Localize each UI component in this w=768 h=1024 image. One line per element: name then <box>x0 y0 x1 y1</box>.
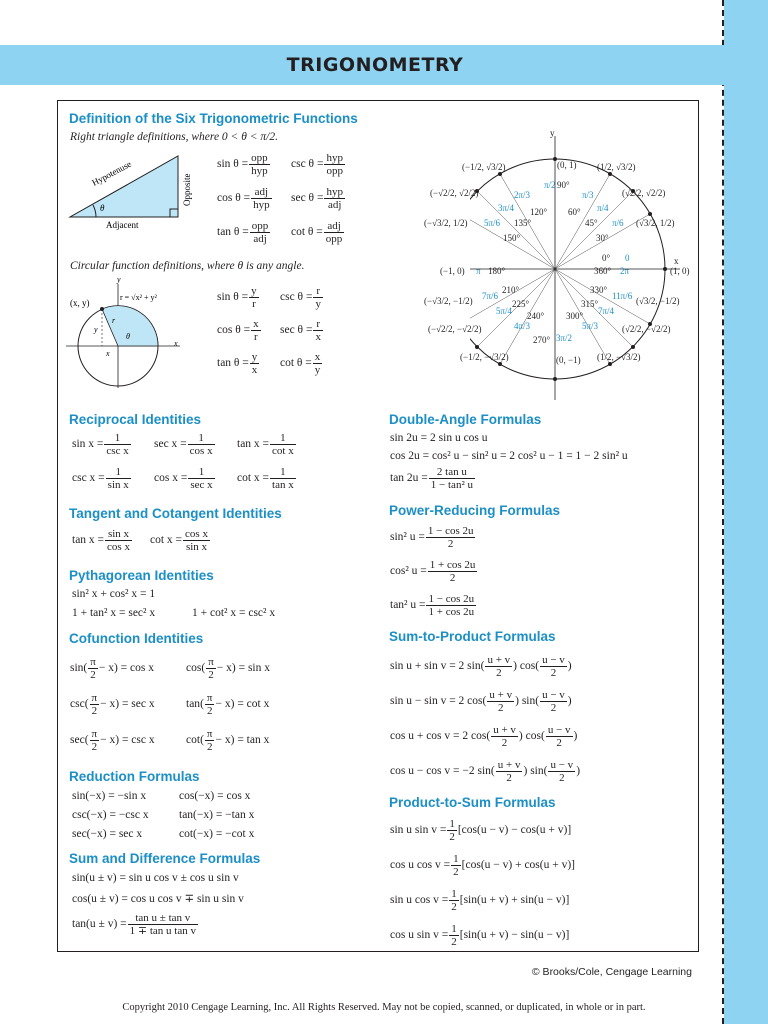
rad-120: 2π/3 <box>514 190 531 200</box>
deg-240: 240° <box>527 311 545 321</box>
coord-150: (−√3/2, 1/2) <box>424 218 468 228</box>
power-cos: cos² u = $\frac{1 + \cos 2u}{2}$ <box>390 559 476 584</box>
recip-tan: tan x = $\frac{1}{\text{cot x}}$ <box>237 432 294 457</box>
cofunc-cot: cot( $\frac{\pi}{2}$ − x) = tan x <box>186 728 270 753</box>
cot-identity: cot x = $\frac{\text{cos x}}{\text{sin x}}$ <box>150 528 208 553</box>
power-sin: sin² u = $\frac{1 - \cos 2u}{2}$ <box>390 525 474 550</box>
p2s-2: sin u cos v = $\frac{1}{2}$ [sin(u + v) + sin(u − v)] <box>390 888 570 913</box>
recip-cos: cos x = $\frac{1}{\text{sec x}}$ <box>154 466 213 491</box>
rad-210: 7π/6 <box>482 291 499 301</box>
deg-210: 210° <box>502 285 520 295</box>
pyth-line1: sin² x + cos² x = 1 <box>72 588 156 600</box>
deg-45: 45° <box>585 218 598 228</box>
reduction-left-0: sin(−x) = −sin x <box>72 790 147 802</box>
circle-figure <box>62 276 192 396</box>
coord-1-0: (1, 0) <box>670 266 690 276</box>
def-sin: sin θ = $\frac{\text{opp}}{\text{hyp}}$ <box>217 152 268 177</box>
def-csc: csc θ = $\frac{\text{hyp}}{\text{opp}}$ <box>291 152 343 177</box>
deg-120: 120° <box>530 207 548 217</box>
rad-300: 5π/3 <box>582 321 599 331</box>
sumdiff-line2: cos(u ± v) = cos u cos v ∓ sin u sin v <box>72 893 244 905</box>
deg-0: 0° <box>602 253 611 263</box>
rad-240: 4π/3 <box>514 321 531 331</box>
def-cos: cos θ = $\frac{\text{adj}}{\text{hyp}}$ <box>217 186 270 211</box>
coord-30: (√3/2, 1/2) <box>636 218 675 228</box>
cofunc-tan: tan( $\frac{\pi}{2}$ − x) = cot x <box>186 692 270 717</box>
recip-sin: sin x = $\frac{1}{\text{csc x}}$ <box>72 432 129 457</box>
unit-axis-x: x <box>674 256 679 266</box>
circ-cot: cot θ = $\frac{x}{y}$ <box>280 351 321 376</box>
section-heading-pythagorean: Pythagorean Identities <box>69 568 214 583</box>
section-heading-tangent: Tangent and Cotangent Identities <box>69 506 282 521</box>
reduction-right-0: cos(−x) = cos x <box>179 790 251 802</box>
tan-identity: tan x = $\frac{\text{sin x}}{\text{cos x}}$ <box>72 528 130 553</box>
reduction-left-1: csc(−x) = −csc x <box>72 809 149 821</box>
publisher-credit: © Brooks/Cole, Cengage Learning <box>531 966 692 978</box>
section-heading-sum-to-product: Sum-to-Product Formulas <box>389 629 556 644</box>
rad-225: 5π/4 <box>496 306 513 316</box>
rad-0: 0 <box>625 253 630 263</box>
recip-sec: sec x = $\frac{1}{\text{cos x}}$ <box>154 432 213 457</box>
recip-cot: cot x = $\frac{1}{\text{tan x}}$ <box>237 466 294 491</box>
coord-210: (−√3/2, −1/2) <box>424 296 473 306</box>
rad-45: π/4 <box>597 203 609 213</box>
pyth-line2a: 1 + tan² x = sec² x <box>72 607 156 619</box>
section-heading-sumdiff: Sum and Difference Formulas <box>69 851 261 866</box>
section-heading-definitions: Definition of the Six Trigonometric Functions <box>69 111 358 126</box>
label-hypotenuse: Hypotenuse <box>90 158 133 188</box>
coord-315: (√2/2, −√2/2) <box>622 324 671 334</box>
deg-30: 30° <box>596 233 609 243</box>
reduction-right-2: cot(−x) = −cot x <box>179 828 255 840</box>
coord-240: (−1/2, −√3/2) <box>460 352 509 362</box>
rad-315: 7π/4 <box>598 306 615 316</box>
right-triangle-figure <box>66 150 196 232</box>
label-adjacent: Adjacent <box>106 220 139 230</box>
s2p-2: cos u + cos v = 2 cos( $\frac{u + v}{2}$ ) cos( $\frac{u - v}{2}$ ) <box>390 724 578 749</box>
right-triangle-subtitle: Right triangle definitions, where 0 < θ < π/2. <box>70 131 278 143</box>
deg-270: 270° <box>533 335 551 345</box>
copyright-notice: Copyright 2010 Cengage Learning, Inc. All Rights Reserved. May not be copied, scanned, or duplicated, in whole or in part. <box>122 1002 646 1013</box>
coord-60: (1/2, √3/2) <box>597 162 636 172</box>
s2p-3: cos u − cos v = −2 sin( $\frac{u + v}{2}$ ) sin( $\frac{u - v}{2}$ ) <box>390 759 581 784</box>
deg-60: 60° <box>568 207 581 217</box>
sumdiff-tan: tan(u ± v) = $\frac{\text{tan u ± tan v}}{\text{1 ∓ tan u tan v}}$ <box>72 912 196 937</box>
circle-axis-y: y <box>117 276 121 284</box>
circ-cos: cos θ = $\frac{x}{r}$ <box>217 318 259 343</box>
rad-135: 3π/4 <box>498 203 515 213</box>
rad-360: 2π <box>620 266 630 276</box>
cofunc-sec: sec( $\frac{\pi}{2}$ − x) = csc x <box>70 728 155 753</box>
deg-135: 135° <box>514 218 532 228</box>
double-line2: cos 2u = cos² u − sin² u = 2 cos² u − 1 = 1 − 2 sin² u <box>390 450 628 462</box>
circ-tan: tan θ = $\frac{y}{x}$ <box>217 351 258 376</box>
double-line1: sin 2u = 2 sin u cos u <box>390 432 488 444</box>
circ-csc: csc θ = $\frac{r}{y}$ <box>280 285 321 310</box>
rad-90: π/2 <box>544 180 556 190</box>
section-heading-power: Power-Reducing Formulas <box>389 503 561 518</box>
deg-90: 90° <box>557 180 570 190</box>
label-opposite: Opposite <box>182 173 192 206</box>
coord-0-m1: (0, −1) <box>556 355 581 365</box>
rad-60: π/3 <box>582 190 594 200</box>
cut-line <box>722 0 724 1024</box>
circle-axis-x: x <box>174 339 178 348</box>
triangle-theta: θ <box>100 203 105 213</box>
p2s-3: cos u sin v = $\frac{1}{2}$ [sin(u + v) − sin(u − v)] <box>390 923 570 948</box>
cofunc-sin: sin( $\frac{\pi}{2}$ − x) = cos x <box>70 656 154 681</box>
s2p-0: sin u + sin v = 2 sin( $\frac{u + v}{2}$ ) cos( $\frac{u - v}{2}$ ) <box>390 654 572 679</box>
deg-180: 180° <box>488 266 506 276</box>
coord-120: (−1/2, √3/2) <box>462 162 506 172</box>
sumdiff-line1: sin(u ± v) = sin u cos v ± cos u sin v <box>72 872 239 884</box>
reduction-left-2: sec(−x) = sec x <box>72 828 143 840</box>
deg-150: 150° <box>503 233 521 243</box>
circle-x-label: x <box>106 349 110 358</box>
section-heading-cofunction: Cofunction Identities <box>69 631 204 646</box>
section-heading-reduction: Reduction Formulas <box>69 769 200 784</box>
deg-225: 225° <box>512 299 530 309</box>
rad-330: 11π/6 <box>612 291 633 301</box>
deg-315: 315° <box>581 299 599 309</box>
section-heading-reciprocal: Reciprocal Identities <box>69 412 202 427</box>
coord-0-1: (0, 1) <box>557 160 577 170</box>
cofunc-csc: csc( $\frac{\pi}{2}$ − x) = sec x <box>70 692 155 717</box>
double-tan: tan 2u = $\frac{\text{2 tan u}}{\text{1 − tan² u}}$ <box>390 466 473 491</box>
coord-225: (−√2/2, −√2/2) <box>428 324 482 334</box>
section-heading-double: Double-Angle Formulas <box>389 412 542 427</box>
p2s-0: sin u sin v = $\frac{1}{2}$ [cos(u − v) − cos(u + v)] <box>390 818 572 843</box>
def-tan: tan θ = $\frac{\text{opp}}{\text{adj}}$ <box>217 220 269 245</box>
deg-330: 330° <box>590 285 608 295</box>
def-cot: cot θ = $\frac{\text{adj}}{\text{opp}}$ <box>291 220 343 245</box>
rad-150: 5π/6 <box>484 218 501 228</box>
pyth-line2b: 1 + cot² x = csc² x <box>192 607 276 619</box>
coord-m1-0: (−1, 0) <box>440 266 465 276</box>
power-tan: tan² u = $\frac{1 - \cos 2u}{1 + \cos 2u}$ <box>390 593 475 618</box>
circular-subtitle: Circular function definitions, where θ is any angle. <box>70 260 305 272</box>
coord-135: (−√2/2, √2/2) <box>430 188 479 198</box>
rad-180: π <box>476 266 481 276</box>
reduction-right-1: tan(−x) = −tan x <box>179 809 255 821</box>
section-heading-product-to-sum: Product-to-Sum Formulas <box>389 795 556 810</box>
p2s-1: cos u cos v = $\frac{1}{2}$ [cos(u − v) + cos(u + v)] <box>390 853 575 878</box>
r-equation: r = √x² + y² <box>120 293 157 302</box>
right-color-rail <box>724 0 768 1024</box>
def-sec: sec θ = $\frac{\text{hyp}}{\text{adj}}$ <box>291 186 343 211</box>
recip-csc: csc x = $\frac{1}{\text{sin x}}$ <box>72 466 129 491</box>
deg-360: 360° <box>594 266 612 276</box>
coord-330: (√3/2, −1/2) <box>636 296 680 306</box>
unit-axis-y: y <box>550 128 555 138</box>
circle-r-label: r <box>112 316 116 325</box>
circ-sin: sin θ = $\frac{y}{r}$ <box>217 285 257 310</box>
coord-300: (1/2, −√3/2) <box>597 352 641 362</box>
page-title: TRIGONOMETRY <box>286 54 464 76</box>
rad-270: 3π/2 <box>556 333 573 343</box>
deg-300: 300° <box>566 311 584 321</box>
cofunc-cos: cos( $\frac{\pi}{2}$ − x) = sin x <box>186 656 270 681</box>
circle-theta-label: θ <box>126 332 130 341</box>
s2p-1: sin u − sin v = 2 cos( $\frac{u + v}{2}$ ) sin( $\frac{u - v}{2}$ ) <box>390 689 572 714</box>
rad-30: π/6 <box>612 218 624 228</box>
coord-45: (√2/2, √2/2) <box>622 188 666 198</box>
point-xy-label: (x, y) <box>70 298 90 308</box>
circ-sec: sec θ = $\frac{r}{x}$ <box>280 318 321 343</box>
circle-y-label: y <box>94 325 98 334</box>
